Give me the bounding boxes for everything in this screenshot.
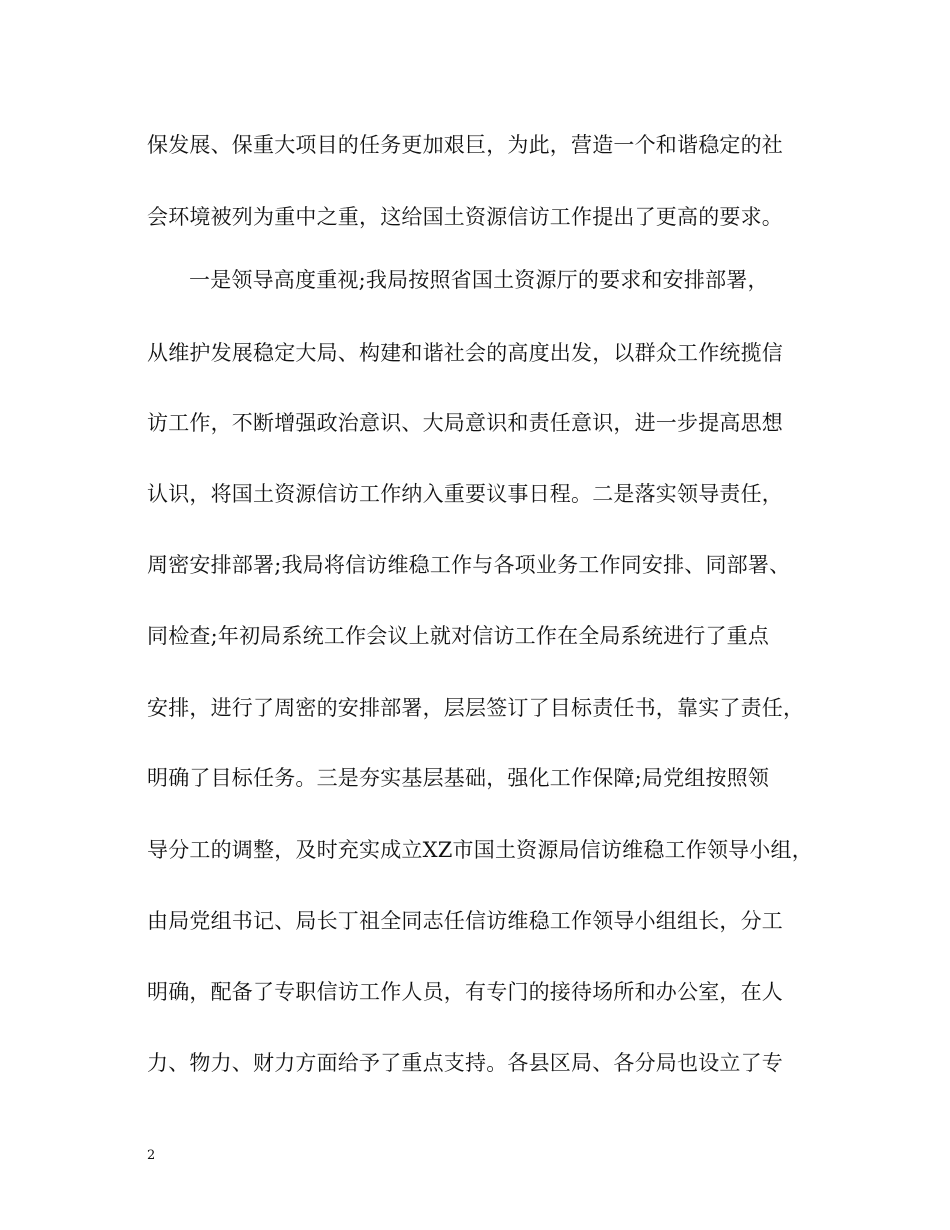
text-line: 力、物力、财力方面给予了重点支持。各县区局、各分局也设立了专 bbox=[147, 1051, 783, 1075]
text-line: 会环境被列为重中之重，这给国土资源信访工作提出了更高的要求。 bbox=[147, 205, 783, 229]
text-line: 由局党组书记、局长丁祖全同志任信访维稳工作领导小组组长，分工 bbox=[147, 909, 783, 933]
text-line: 认识，将国土资源信访工作纳入重要议事日程。二是落实领导责任， bbox=[147, 482, 783, 506]
page-number: 2 bbox=[147, 1148, 156, 1163]
text-line: 访工作，不断增强政治意识、大局意识和责任意识，进一步提高思想 bbox=[147, 411, 783, 435]
text-line: 周密安排部署;我局将信访维稳工作与各项业务工作同安排、同部署、 bbox=[147, 553, 791, 577]
text-line: 从维护发展稳定大局、构建和谐社会的高度出发，以群众工作统揽信 bbox=[147, 341, 783, 365]
text-line: 安排，进行了周密的安排部署，层层签订了目标责任书，靠实了责任， bbox=[147, 696, 805, 720]
text-line: 明确了目标任务。三是夯实基层基础，强化工作保障;局党组按照领 bbox=[147, 766, 770, 790]
text-line: 导分工的调整，及时充实成立XZ市国土资源局信访维稳工作领导小组， bbox=[147, 838, 813, 862]
text-line: 保发展、保重大项目的任务更加艰巨，为此，营造一个和谐稳定的社 bbox=[147, 133, 783, 157]
text-line: 同检查;年初局系统工作会议上就对信访工作在全局系统进行了重点 bbox=[147, 624, 770, 648]
text-line: 明确，配备了专职信访工作人员，有专门的接待场所和办公室，在人 bbox=[147, 980, 783, 1004]
paragraph-first-line: 一是领导高度重视;我局按照省国土资源厅的要求和安排部署， bbox=[189, 268, 769, 292]
